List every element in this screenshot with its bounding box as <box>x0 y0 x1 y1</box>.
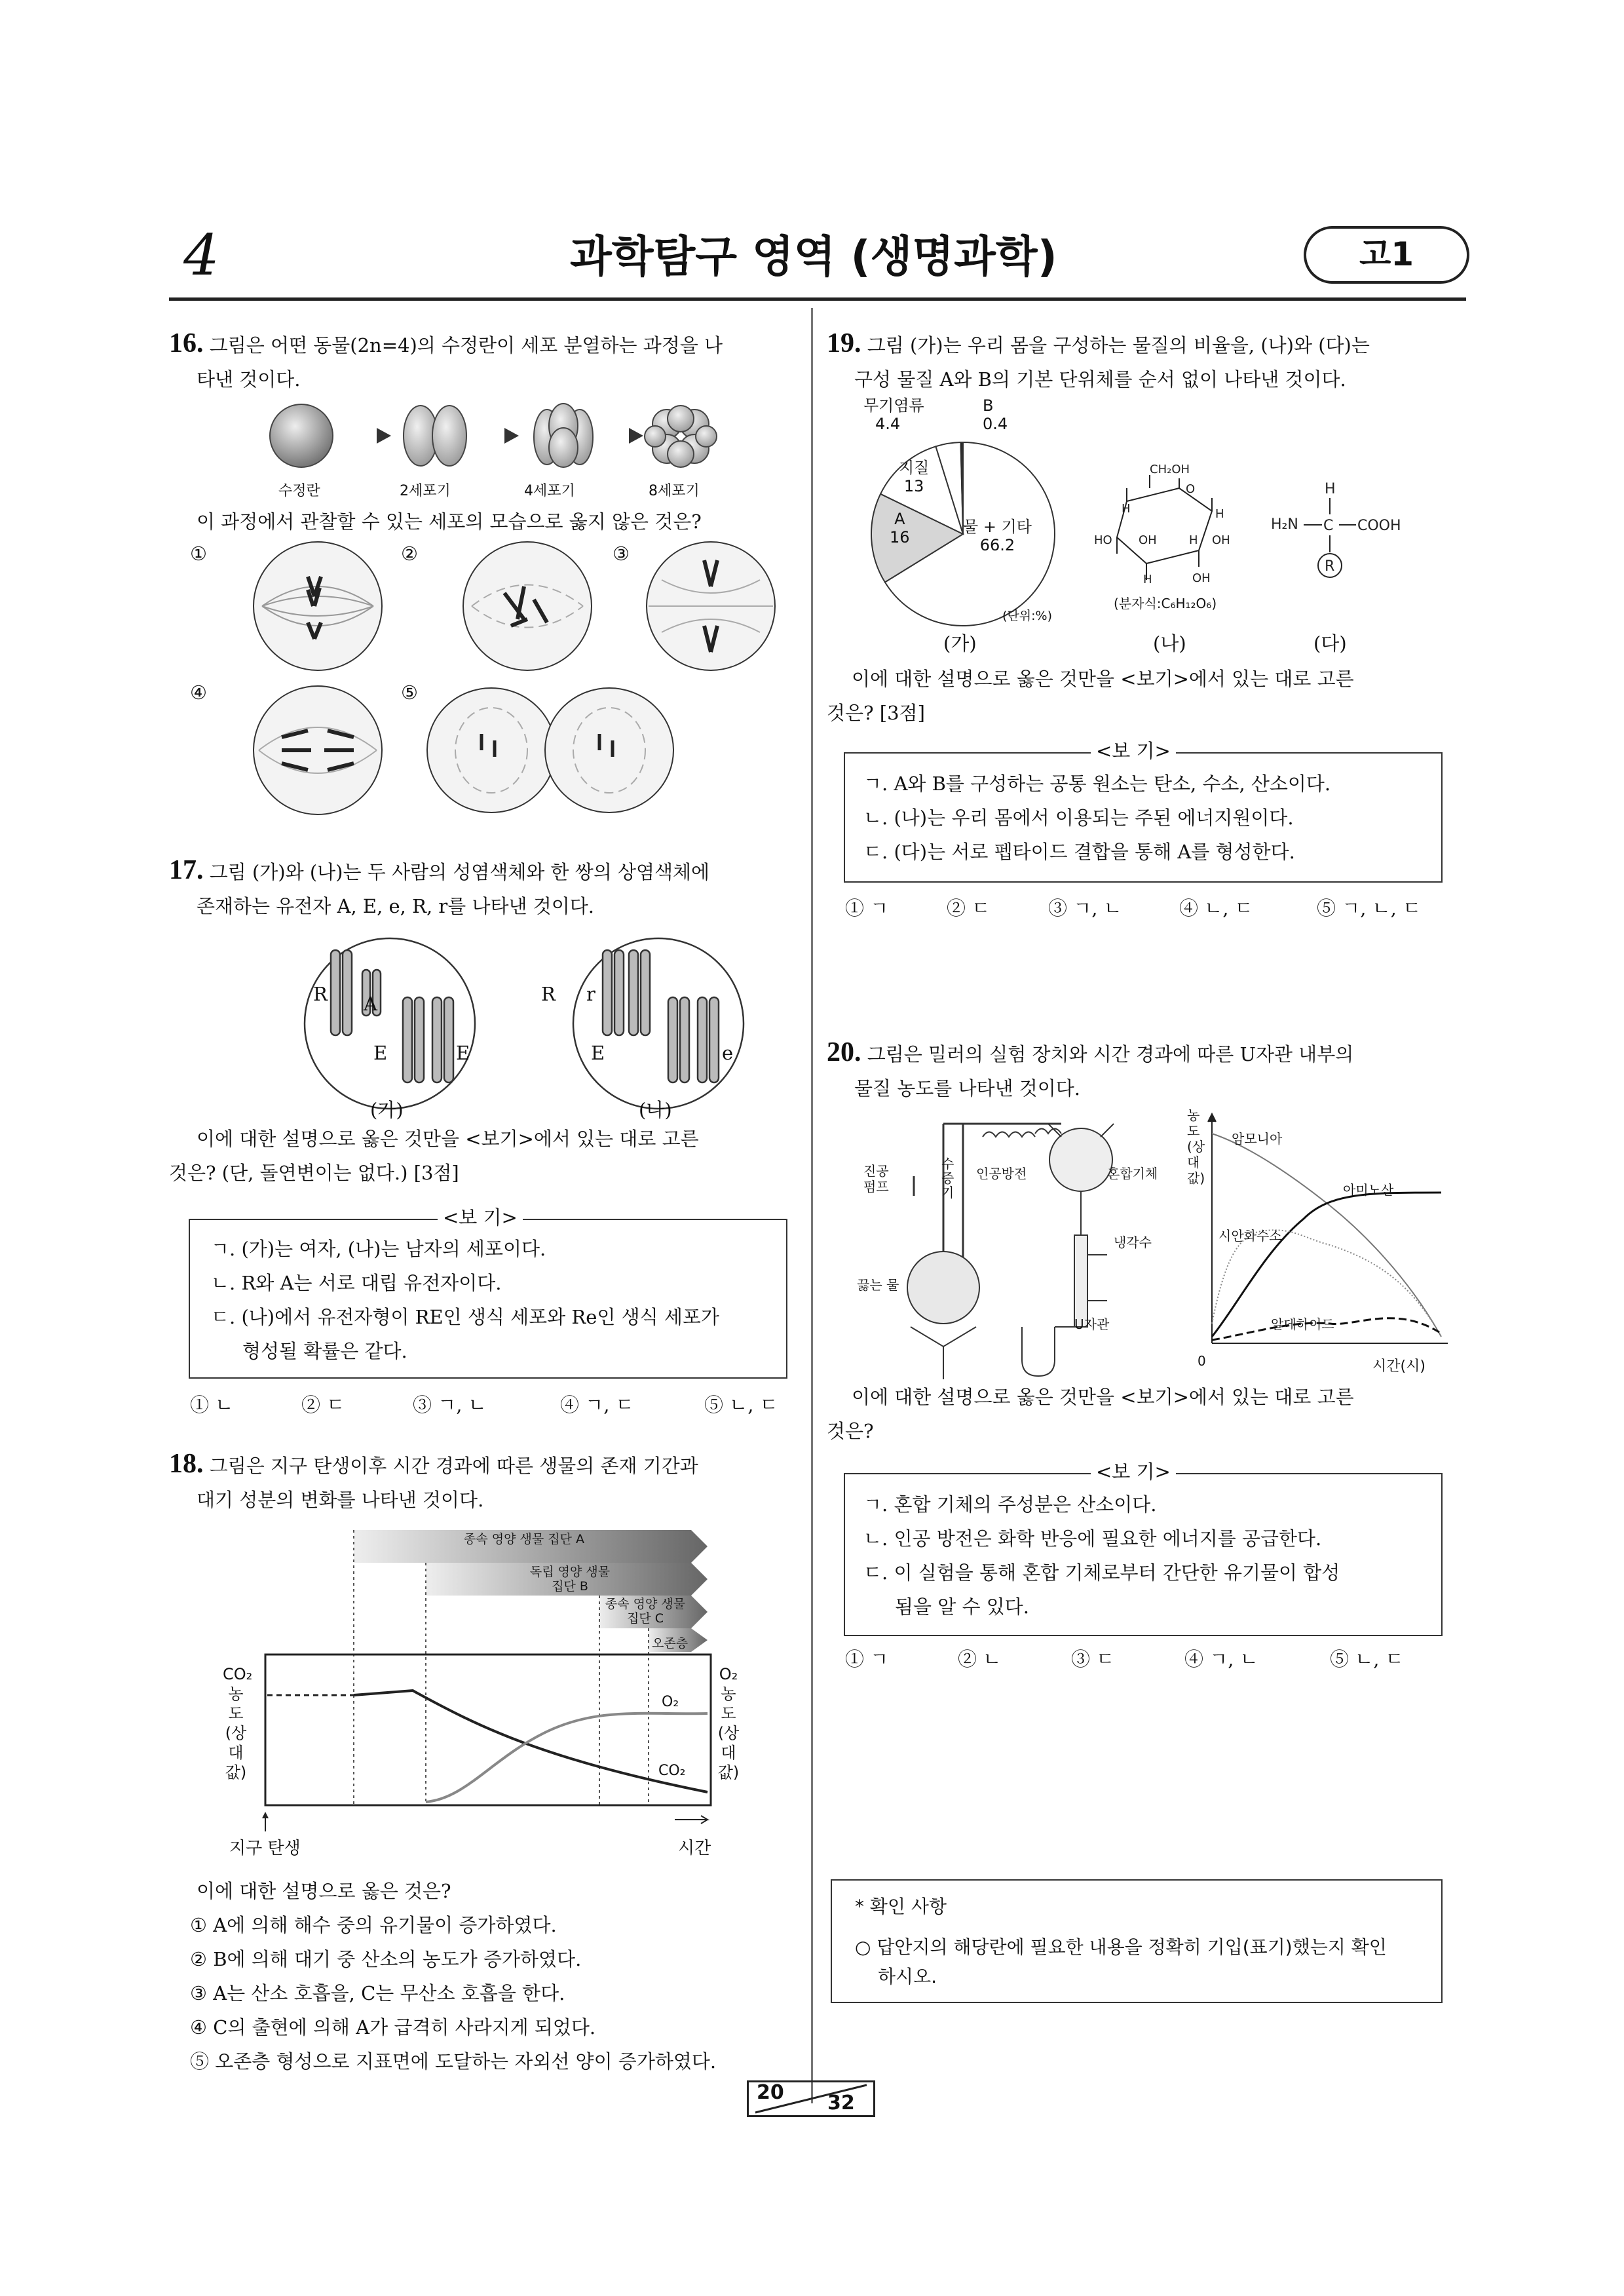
miller-apparatus <box>852 1111 1218 1386</box>
group-b-label: 독립 영양 생물 집단 B <box>529 1565 611 1594</box>
stage-label-zygote: 수정란 <box>278 483 320 499</box>
gene-label-ga-R: R <box>313 983 328 1005</box>
q16-text2: 타낸 것이다. <box>197 368 301 391</box>
q20-choice-2[interactable]: ② ㄴ <box>958 1648 1002 1670</box>
panel-label-da: (다) <box>1313 632 1347 655</box>
q19-bogi-2: ㄴ. (나)는 우리 몸에서 이용되는 주된 에너지원이다. <box>863 807 1294 829</box>
cell-label-na: (나) <box>639 1099 672 1121</box>
q19-bogi-1: ㄱ. A와 B를 구성하는 공통 원소는 탄소, 수소, 산소이다. <box>863 773 1331 795</box>
pie-label-lipid-name: 지질 <box>899 459 930 477</box>
graph-label-aldehyde: 알데하이드 <box>1271 1316 1334 1332</box>
gene-label-ga-E1: E <box>373 1042 388 1064</box>
cell-2 <box>463 542 592 670</box>
svg-text:H: H <box>1325 481 1336 497</box>
pie-unit: (단위:%) <box>1002 609 1052 623</box>
q19-choice-4[interactable]: ④ ㄴ, ㄷ <box>1179 897 1253 919</box>
glucose-formula-note: (분자식:C₆H₁₂O₆) <box>1114 596 1217 611</box>
q17-text: 그림 (가)와 (나)는 두 사람의 성염색체와 한 쌍의 상염색체에 <box>209 861 710 883</box>
o2-curve-label: O₂ <box>662 1694 679 1710</box>
svg-text:H: H <box>1189 533 1198 547</box>
q20-choice-3[interactable]: ③ ㄷ <box>1071 1648 1115 1670</box>
q16-choice-2[interactable]: ② <box>401 543 418 565</box>
q18-choice-3[interactable]: ③ A는 산소 호흡을, C는 무산소 호흡을 한다. <box>190 1982 565 2004</box>
pie-label-b <box>983 396 1008 433</box>
q20-choice-5[interactable]: ⑤ ㄴ, ㄷ <box>1330 1648 1404 1670</box>
q20-bogi-3: ㄷ. 이 실험을 통해 혼합 기체로부터 간단한 유기물이 합성 <box>863 1561 1340 1584</box>
graph-y-axis-label: 농도(상대값) <box>1187 1107 1205 1186</box>
q20 <box>827 1035 1469 1105</box>
q20-choice-4[interactable]: ④ ㄱ, ㄴ <box>1184 1648 1258 1670</box>
pie-label-water-name: 물 + 기타 <box>963 518 1032 536</box>
graph-x-axis-label: 시간(시) <box>1372 1358 1426 1375</box>
graph-label-amino-acid: 아미노산 <box>1343 1182 1394 1198</box>
q19 <box>827 326 1469 396</box>
q17-choice-4[interactable]: ④ ㄱ, ㄷ <box>560 1394 634 1416</box>
q18-text2: 대기 성분의 변화를 나타낸 것이다. <box>197 1489 484 1511</box>
pie-value-lipid: 13 <box>903 477 924 495</box>
svg-text:COOH: COOH <box>1357 518 1401 534</box>
column-divider <box>811 308 813 2103</box>
gene-label-ga-E2: E <box>456 1042 470 1064</box>
q17-bogi-1: ㄱ. (가)는 여자, (나)는 남자의 세포이다. <box>211 1238 546 1260</box>
u-tube <box>1022 1327 1055 1376</box>
q16-choice-1[interactable]: ① <box>190 543 207 565</box>
q19-choice-3[interactable]: ③ ㄱ, ㄴ <box>1048 897 1122 919</box>
graph-label-hcn: 시안화수소 <box>1218 1228 1282 1244</box>
q16-choice-5[interactable]: ⑤ <box>401 681 418 704</box>
gene-label-ga-A: A <box>364 993 377 1015</box>
cell-3 <box>647 542 775 670</box>
q20-bogi-title: <보 기> <box>1091 1460 1176 1483</box>
stage-label-4cell: 4세포기 <box>524 483 575 499</box>
cell-5 <box>427 688 673 813</box>
page-counter <box>747 2080 875 2117</box>
svg-text:OH: OH <box>1139 533 1157 547</box>
q17-choice-5[interactable]: ⑤ ㄴ, ㄷ <box>704 1394 778 1416</box>
pie-label-a-name: A <box>894 510 905 528</box>
four-cell <box>534 404 593 467</box>
svg-text:O: O <box>1186 482 1196 496</box>
label-cooling-water: 냉각수 <box>1114 1234 1152 1250</box>
q18-text: 그림은 지구 탄생이후 시간 경과에 따른 생물의 존재 기간과 <box>209 1455 698 1477</box>
q16-number: 16. <box>169 328 204 358</box>
group-a-label: 종속 영양 생물 집단 A <box>464 1532 584 1546</box>
q19-number: 19. <box>827 328 861 358</box>
q19-question2: 것은? [3점] <box>827 702 925 724</box>
q20-text: 그림은 밀러의 실험 장치와 시간 경과에 따른 U자관 내부의 <box>867 1043 1354 1065</box>
svg-text:OH: OH <box>1192 571 1211 585</box>
pie-label-b-name: B <box>983 396 994 415</box>
svg-text:H: H <box>1143 573 1152 586</box>
q20-bogi-1: ㄱ. 혼합 기체의 주성분은 산소이다. <box>863 1493 1157 1516</box>
q17-question <box>197 1122 796 1156</box>
chart-frame <box>265 1655 711 1805</box>
q19-text2: 구성 물질 A와 B의 기본 단위체를 순서 없이 나타낸 것이다. <box>854 368 1346 391</box>
q20-question2: 것은? <box>827 1420 874 1442</box>
q18-choice-4[interactable]: ④ C의 출현에 의해 A가 급격히 사라지게 되었다. <box>190 2016 596 2038</box>
label-spark: 인공방전 <box>976 1166 1027 1181</box>
q18-question: 이에 대한 설명으로 옳은 것은? <box>197 1880 451 1902</box>
q17-text2: 존재하는 유전자 A, E, e, R, r를 나타낸 것이다. <box>197 895 595 917</box>
svg-text:H: H <box>1122 502 1131 516</box>
cell-1 <box>254 542 382 670</box>
cell-label-ga: (가) <box>370 1099 404 1121</box>
q17-question2: 것은? (단, 돌연변이는 없다.) [3점] <box>169 1162 459 1184</box>
q17-choice-3[interactable]: ③ ㄱ, ㄴ <box>413 1394 487 1416</box>
q19-choice-5[interactable]: ⑤ ㄱ, ㄴ, ㄷ <box>1317 897 1422 919</box>
arrow-icon <box>475 428 519 444</box>
condenser <box>1074 1235 1087 1327</box>
q20-question1: 이에 대한 설명으로 옳은 것만을 <보기>에서 있는 대로 고른 <box>852 1386 1354 1408</box>
q17-choice-1[interactable]: ① ㄴ <box>190 1394 234 1416</box>
grade-badge: 고1 <box>1304 226 1469 284</box>
x-start-label: 지구 탄생 <box>229 1839 301 1858</box>
gene-label-na-r: r <box>586 983 595 1005</box>
q17-bogi-title: <보 기> <box>438 1206 523 1229</box>
svg-text:CH₂OH: CH₂OH <box>1150 463 1190 476</box>
q20-choice-1[interactable]: ① ㄱ <box>845 1648 889 1670</box>
q18 <box>169 1447 798 1517</box>
x-end-label: 시간 <box>678 1839 711 1858</box>
notice-line2: 하시오. <box>878 1966 937 1987</box>
pie-label-water <box>963 518 1032 554</box>
time-arrow-icon <box>675 1816 708 1824</box>
page-title: 과학탐구 영역 (생명과학) <box>570 231 1057 282</box>
label-steam: 수증기 <box>941 1156 954 1200</box>
zygote <box>270 404 333 467</box>
amino-acid-structure <box>1271 475 1441 593</box>
graph-label-ammonia: 암모니아 <box>1232 1131 1283 1147</box>
header-rule <box>169 297 1466 301</box>
q17-bogi-2: ㄴ. R와 A는 서로 대립 유전자이다. <box>211 1272 502 1294</box>
stage-label-2cell: 2세포기 <box>400 483 451 499</box>
page-total: 32 <box>827 2092 855 2114</box>
mitosis-cells <box>242 541 799 816</box>
notice-line1: ○ 답안지의 해당란에 필요한 내용을 정확히 기입(표기)했는지 확인 <box>855 1936 1387 1958</box>
spark-flask <box>1049 1128 1112 1191</box>
gene-label-na-E: E <box>591 1042 605 1064</box>
label-vacuum-pump: 진공 펌프 <box>863 1163 889 1195</box>
q19-text: 그림 (가)는 우리 몸을 구성하는 물질의 비율을, (나)와 (다)는 <box>867 334 1370 356</box>
stage-label-8cell: 8세포기 <box>649 483 700 499</box>
two-cell <box>404 406 466 466</box>
q20-bogi-2: ㄴ. 인공 방전은 화학 반응에 필요한 에너지를 공급한다. <box>863 1527 1322 1550</box>
pie-label-a <box>890 510 910 546</box>
pie-label-lipid <box>899 459 929 495</box>
svg-text:R: R <box>1325 558 1335 575</box>
graph-origin: 0 <box>1198 1353 1206 1369</box>
q19-choice-2[interactable]: ② ㄷ <box>947 897 991 919</box>
cell-4 <box>254 686 382 814</box>
q16-text: 그림은 어떤 동물(2n=4)의 수정란이 세포 분열하는 과정을 나 <box>209 334 723 356</box>
svg-text:H: H <box>1215 507 1224 521</box>
q19-question1: 이에 대한 설명으로 옳은 것만을 <보기>에서 있는 대로 고른 <box>852 668 1354 690</box>
q19-bogi-title: <보 기> <box>1091 739 1176 763</box>
pie-value-inorganic: 4.4 <box>875 415 901 433</box>
label-u-tube: U자관 <box>1074 1316 1110 1332</box>
pie-value-water: 66.2 <box>979 536 1015 554</box>
arrow-icon <box>347 428 391 444</box>
svg-text:HO: HO <box>1094 533 1112 547</box>
co2-curve-label: CO₂ <box>658 1763 686 1779</box>
chromosome-cells <box>278 932 789 1122</box>
q17-number: 17. <box>169 855 204 885</box>
q17-bogi-3b: 형성될 확률은 같다. <box>242 1340 407 1362</box>
q17-bogi-3: ㄷ. (나)에서 유전자형이 RE인 생식 세포와 Re인 생식 세포가 <box>211 1306 719 1328</box>
glucose-structure <box>1087 452 1258 609</box>
page-number: 4 <box>183 223 219 288</box>
notice-title: * 확인 사항 <box>855 1896 947 1917</box>
q18-number: 18. <box>169 1449 204 1479</box>
q19-choice-1[interactable]: ① ㄱ <box>845 897 889 919</box>
boiling-flask <box>907 1252 979 1324</box>
right-axis-label: O₂ 농도(상대값) <box>717 1665 740 1782</box>
q16-choice-4[interactable]: ④ <box>190 681 207 704</box>
q17 <box>169 853 798 923</box>
pie-label-inorganic <box>863 396 924 433</box>
panel-label-ga: (가) <box>943 632 977 655</box>
gene-label-na-e: e <box>722 1042 734 1064</box>
q20-bogi-3b: 됨을 알 수 있다. <box>895 1596 1029 1618</box>
q17-question1: 이에 대한 설명으로 옳은 것만을 <보기>에서 있는 대로 고른 <box>197 1128 699 1150</box>
label-gas-mixture: 혼합기체 <box>1107 1166 1158 1181</box>
panel-label-na: (나) <box>1153 632 1186 655</box>
q18-choice-2[interactable]: ② B에 의해 대기 중 산소의 농도가 증가하였다. <box>190 1948 582 1970</box>
svg-text:OH: OH <box>1212 533 1230 547</box>
q20-text2: 물질 농도를 나타낸 것이다. <box>854 1077 1081 1100</box>
left-axis-label: CO₂ 농도(상대값) <box>223 1665 253 1782</box>
q17-choice-2[interactable]: ② ㄷ <box>301 1394 345 1416</box>
q16-question: 이 과정에서 관찰할 수 있는 세포의 모습으로 옳지 않은 것은? <box>197 510 702 533</box>
svg-text:C: C <box>1323 518 1334 534</box>
pie-value-a: 16 <box>890 528 910 546</box>
q19-bogi-3: ㄷ. (다)는 서로 펩타이드 결합을 통해 A를 형성한다. <box>863 841 1295 863</box>
q20-number: 20. <box>827 1037 861 1067</box>
svg-text:H₂N: H₂N <box>1271 516 1298 533</box>
q16-choice-3[interactable]: ③ <box>613 543 630 565</box>
page-current: 20 <box>757 2081 784 2104</box>
label-boiling-water: 끓는 물 <box>857 1277 899 1293</box>
earth-history-chart <box>216 1523 740 1858</box>
gene-label-na-R: R <box>541 983 556 1005</box>
q18-choice-5[interactable]: ⑤ 오존층 형성으로 지표면에 도달하는 자외선 양이 증가하였다. <box>190 2050 717 2073</box>
pie-value-b: 0.4 <box>983 415 1008 433</box>
ozone-label: 오존층 <box>652 1636 689 1651</box>
q16 <box>169 326 798 396</box>
arrow-icon <box>599 428 643 444</box>
eight-cell <box>645 406 717 467</box>
q18-choice-1[interactable]: ① A에 의해 해수 중의 유기물이 증가하였다. <box>190 1914 557 1936</box>
pie-label-inorganic-name: 무기염류 <box>863 396 924 415</box>
group-c-label: 종속 영양 생물 집단 C <box>605 1597 686 1626</box>
